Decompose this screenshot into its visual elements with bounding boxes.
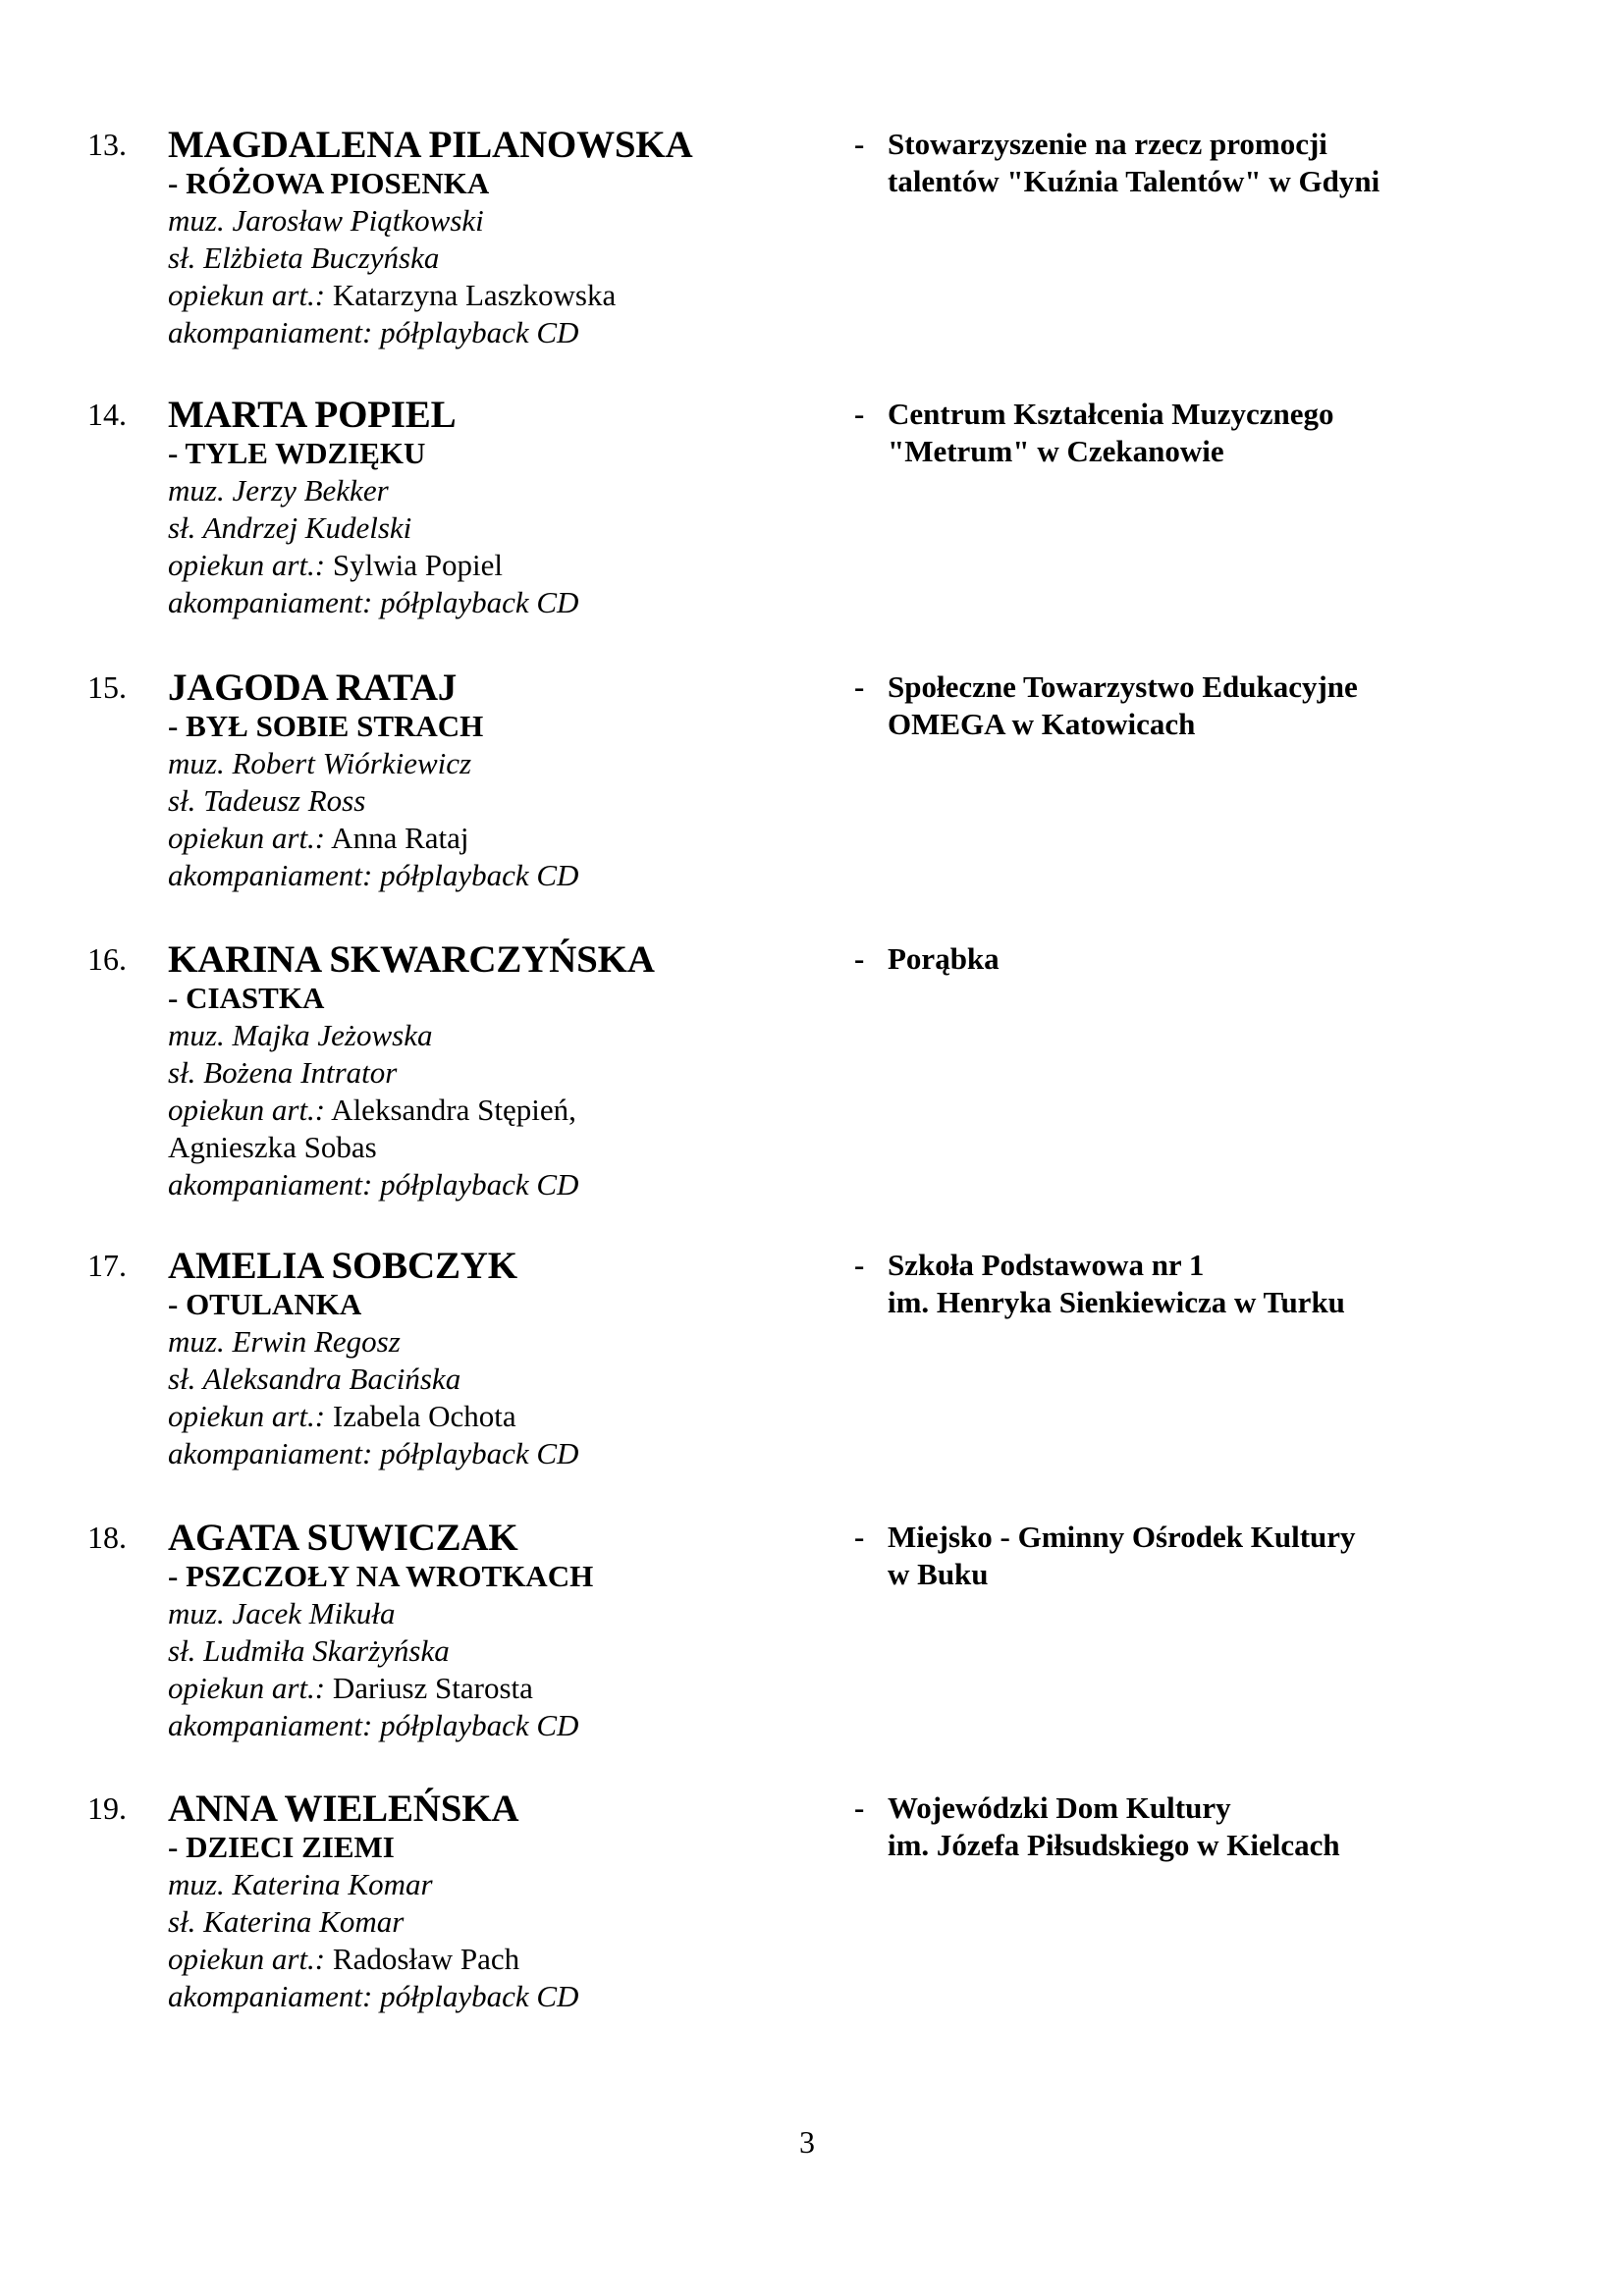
composer: muz. Jerzy Bekker bbox=[168, 473, 389, 507]
tutor-name: Anna Rataj bbox=[325, 821, 469, 855]
performer-name: AGATA SUWICZAK bbox=[168, 1517, 518, 1559]
institution-line-2: im. Józefa Piłsudskiego w Kielcach bbox=[888, 1828, 1340, 1862]
entry-number: 17. bbox=[87, 1248, 127, 1283]
tutor-label: opiekun art.: bbox=[168, 1942, 326, 1976]
entry-number: 13. bbox=[87, 127, 127, 162]
tutor-name: Katarzyna Laszkowska bbox=[325, 278, 617, 312]
performer-name: AMELIA SOBCZYK bbox=[168, 1245, 517, 1287]
institution-line-1: Miejsko - Gminny Ośrodek Kultury bbox=[888, 1520, 1356, 1554]
tutor-label: opiekun art.: bbox=[168, 821, 326, 855]
dash: - bbox=[854, 1248, 865, 1282]
song-title: - PSZCZOŁY NA WROTKACH bbox=[168, 1559, 594, 1593]
composer: muz. Robert Wiórkiewicz bbox=[168, 746, 472, 780]
tutor bbox=[168, 1670, 836, 1707]
accompaniment: akompaniament: półplayback CD bbox=[168, 585, 579, 619]
lyricist: sł. Bożena Intrator bbox=[168, 1055, 398, 1090]
dash: - bbox=[854, 397, 865, 431]
lyricist: sł. Aleksandra Bacińska bbox=[168, 1362, 461, 1396]
institution-line-1: Porąbka bbox=[888, 941, 1000, 976]
tutor-label: opiekun art.: bbox=[168, 1093, 326, 1127]
tutor-label: opiekun art.: bbox=[168, 548, 326, 582]
performer-name: MARTA POPIEL bbox=[168, 394, 457, 436]
song-title: - TYLE WDZIĘKU bbox=[168, 436, 426, 470]
performer-block bbox=[168, 1519, 836, 1744]
performer-name: MAGDALENA PILANOWSKA bbox=[168, 124, 693, 166]
dash: - bbox=[854, 941, 865, 976]
lyricist: sł. Elżbieta Buczyńska bbox=[168, 240, 440, 275]
entry-number: 18. bbox=[87, 1520, 127, 1555]
entry-number: 19. bbox=[87, 1790, 127, 1826]
tutor-label: opiekun art.: bbox=[168, 1399, 326, 1433]
tutor-name: Izabela Ochota bbox=[325, 1399, 516, 1433]
lyricist: sł. Andrzej Kudelski bbox=[168, 510, 412, 545]
dash: - bbox=[854, 669, 865, 704]
song-title: - BYŁ SOBIE STRACH bbox=[168, 709, 484, 743]
accompaniment: akompaniament: półplayback CD bbox=[168, 1708, 579, 1742]
entry-number: 15. bbox=[87, 669, 127, 705]
institution-line-1: Stowarzyszenie na rzecz promocji bbox=[888, 127, 1327, 161]
tutor bbox=[168, 1941, 836, 1978]
composer: muz. Katerina Komar bbox=[168, 1867, 433, 1901]
performer-name: KARINA SKWARCZYŃSKA bbox=[168, 938, 655, 981]
composer: muz. Jarosław Piątkowski bbox=[168, 203, 484, 238]
song-title: - DZIECI ZIEMI bbox=[168, 1830, 395, 1864]
song-title: - CIASTKA bbox=[168, 981, 325, 1015]
performer-block bbox=[168, 1789, 836, 2015]
dash: - bbox=[854, 1520, 865, 1554]
institution-line-2: w Buku bbox=[888, 1557, 989, 1591]
lyricist: sł. Tadeusz Ross bbox=[168, 783, 366, 818]
song-title: - RÓŻOWA PIOSENKA bbox=[168, 166, 490, 200]
performer-name: ANNA WIELEŃSKA bbox=[168, 1788, 519, 1830]
performer-block bbox=[168, 396, 836, 621]
accompaniment: akompaniament: półplayback CD bbox=[168, 1979, 579, 2013]
institution-line-1: Szkoła Podstawowa nr 1 bbox=[888, 1248, 1205, 1282]
accompaniment: akompaniament: półplayback CD bbox=[168, 1436, 579, 1470]
institution-line-2: im. Henryka Sienkiewicza w Turku bbox=[888, 1285, 1345, 1319]
tutor bbox=[168, 277, 836, 314]
institution-line-1: Centrum Kształcenia Muzycznego bbox=[888, 397, 1334, 431]
institution-line-2: OMEGA w Katowicach bbox=[888, 707, 1196, 741]
entry-number: 14. bbox=[87, 397, 127, 432]
tutor bbox=[168, 547, 836, 584]
lyricist: sł. Ludmiła Skarżyńska bbox=[168, 1633, 450, 1668]
page-number: 3 bbox=[799, 2124, 815, 2160]
performer-block bbox=[168, 668, 836, 894]
entry-number: 16. bbox=[87, 941, 127, 977]
institution-line-1: Społeczne Towarzystwo Edukacyjne bbox=[888, 669, 1358, 704]
tutor-name: Aleksandra Stępień, bbox=[325, 1093, 576, 1127]
institution-line-2: talentów "Kuźnia Talentów" w Gdyni bbox=[888, 164, 1380, 198]
tutor bbox=[168, 820, 836, 857]
performer-block bbox=[168, 126, 836, 351]
performer-block bbox=[168, 1247, 836, 1472]
accompaniment: akompaniament: półplayback CD bbox=[168, 1167, 579, 1201]
tutor-name: Radosław Pach bbox=[325, 1942, 520, 1976]
composer: muz. Erwin Regosz bbox=[168, 1324, 401, 1359]
institution-line-2: "Metrum" w Czekanowie bbox=[888, 434, 1224, 468]
tutor-continued: Agnieszka Sobas bbox=[168, 1130, 377, 1164]
performer-block bbox=[168, 940, 836, 1203]
accompaniment: akompaniament: półplayback CD bbox=[168, 858, 579, 892]
composer: muz. Majka Jeżowska bbox=[168, 1018, 433, 1052]
tutor bbox=[168, 1398, 836, 1435]
tutor-name: Sylwia Popiel bbox=[325, 548, 503, 582]
tutor-label: opiekun art.: bbox=[168, 1671, 326, 1705]
tutor-label: opiekun art.: bbox=[168, 278, 326, 312]
lyricist: sł. Katerina Komar bbox=[168, 1904, 405, 1939]
song-title: - OTULANKA bbox=[168, 1287, 362, 1321]
tutor bbox=[168, 1092, 836, 1129]
dash: - bbox=[854, 1790, 865, 1825]
composer: muz. Jacek Mikuła bbox=[168, 1596, 396, 1630]
dash: - bbox=[854, 127, 865, 161]
accompaniment: akompaniament: półplayback CD bbox=[168, 315, 579, 349]
tutor-name: Dariusz Starosta bbox=[325, 1671, 533, 1705]
institution-line-1: Wojewódzki Dom Kultury bbox=[888, 1790, 1231, 1825]
performer-name: JAGODA RATAJ bbox=[168, 667, 458, 709]
